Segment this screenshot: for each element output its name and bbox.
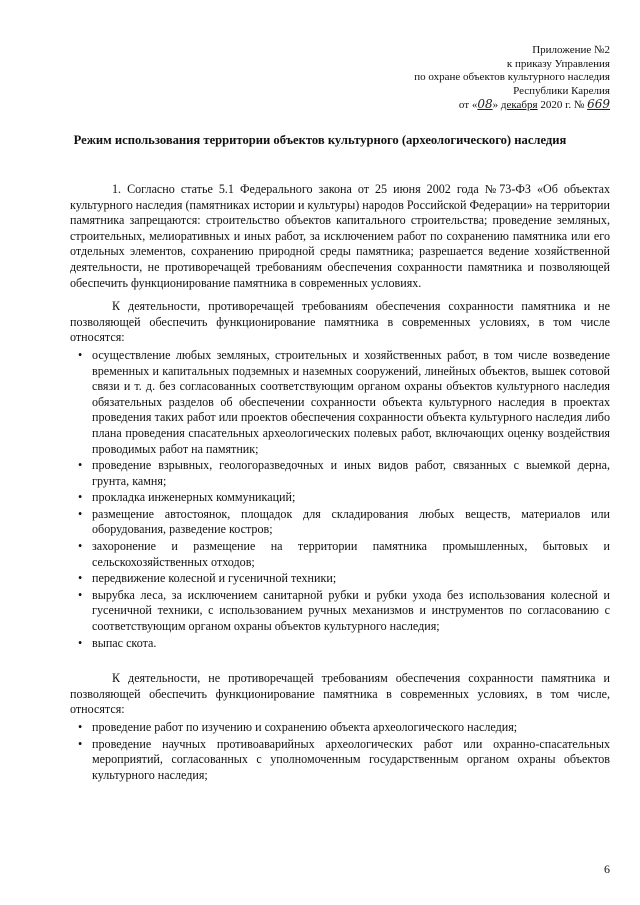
bullet-icon: • [78, 736, 83, 751]
bullet-icon: • [78, 539, 83, 554]
date-year: 2020 г. № [537, 99, 588, 111]
bullet-icon: • [78, 506, 83, 521]
paragraph-2: К деятельности, противоречащей требованиям обеспечения сохранности памятника и не позволяющей обеспечить функционирование памятника в современных условиях, в том числе относятся: [70, 299, 610, 345]
appendix-header [310, 44, 610, 113]
list-item: • выпас скота. [78, 635, 157, 650]
document-body [70, 182, 610, 784]
date-month: декабря [500, 99, 538, 111]
bullet-icon: • [78, 635, 83, 650]
bullet-icon: • [78, 458, 83, 473]
list-item: • проведение научных противоаварийных археологических работ или охранно-спасательных мероприятий, согласованных с уполномоченным государственным органом охраны объектов культурного наследия; [78, 736, 610, 782]
list-item: • размещение автостоянок, площадок для складирования любых веществ, материалов или оборудования, разведение костров; [78, 506, 610, 537]
header-line-3: по охране объектов культурного наследия [414, 71, 610, 83]
permitted-activities-list [70, 720, 610, 783]
date-day: 08 [477, 97, 493, 111]
list-item: • передвижение колесной и гусеничной техники; [78, 571, 337, 586]
bullet-icon: • [78, 490, 83, 505]
order-number: 669 [587, 97, 610, 111]
list-item: • вырубка леса, за исключением санитарной рубки и рубки ухода без использования колесной и гусеничной техники, с использованием ручных механизмов и инструментов по согласованию с соответствующим органом охраны объектов культурного наследия; [78, 587, 610, 634]
header-date-line [310, 98, 610, 113]
date-mid: » [492, 99, 499, 111]
paragraph-3: К деятельности, не противоречащей требованиям обеспечения сохранности памятника и позволяющей обеспечить функционирование памятника в современных условиях, в том числе, относятся: [70, 671, 610, 717]
bullet-icon: • [78, 347, 83, 362]
date-prefix: от « [458, 99, 478, 111]
page-number: 6 [604, 862, 610, 876]
list-item: • проведение работ по изучению и сохранению объекта археологического наследия; [78, 720, 518, 734]
bullet-icon: • [78, 571, 83, 586]
list-item: • осуществление любых земляных, строительных и хозяйственных работ, в том числе возведение временных и капитальных подземных и наземных сооружений, линейных объектов, вышек сотовой связи и т. д. без согласованных соответствующим органом охраны объектов культурного наследия обязательных разделов об обеспечении сохранности объекта культурного наследия в проектах проведения таких работ или проектов обеспечения сохранности объекта культурного наследия либо плана проведения спасательных археологических полевых работ, включающих оценку воздействия проводимых работ на памятник; [78, 347, 610, 456]
bullet-icon: • [78, 720, 83, 734]
header-line-1: Приложение №2 [532, 44, 610, 56]
list-item: • проведение взрывных, геологоразведочных и иных видов работ, связанных с выемкой дерна, грунта, камня; [78, 458, 610, 488]
paragraph-1: 1. Согласно статье 5.1 Федерального закона от 25 июня 2002 года №73-ФЗ «Об объектах культурного наследия (памятниках истории и культуры) народов Российской Федерации» на территории памятника запрещаются: строительство объектов капитального строительства; проведение земляных, строительных, мелиоративных и иных работ, за исключением работ по сохранению памятника или его отдельных элементов, сохранению природной среды памятника; разрешается ведение хозяйственной деятельности, не противоречащей требованиям обеспечения сохранности памятника и позволяющей обеспечить функционирование памятника в современных условиях. [70, 182, 610, 290]
header-line-4: Республики Карелия [513, 84, 610, 97]
list-item: • прокладка инженерных коммуникаций; [78, 490, 296, 505]
list-item: • захоронение и размещение на территории памятника промышленных, бытовых и сельскохозяйственных отходов; [78, 539, 610, 569]
bullet-icon: • [78, 587, 83, 602]
header-line-2: к приказу Управления [506, 57, 610, 70]
document-title: Режим использования территории объектов культурного (археологического) наследия [73, 133, 567, 147]
prohibited-activities-list [70, 348, 610, 651]
